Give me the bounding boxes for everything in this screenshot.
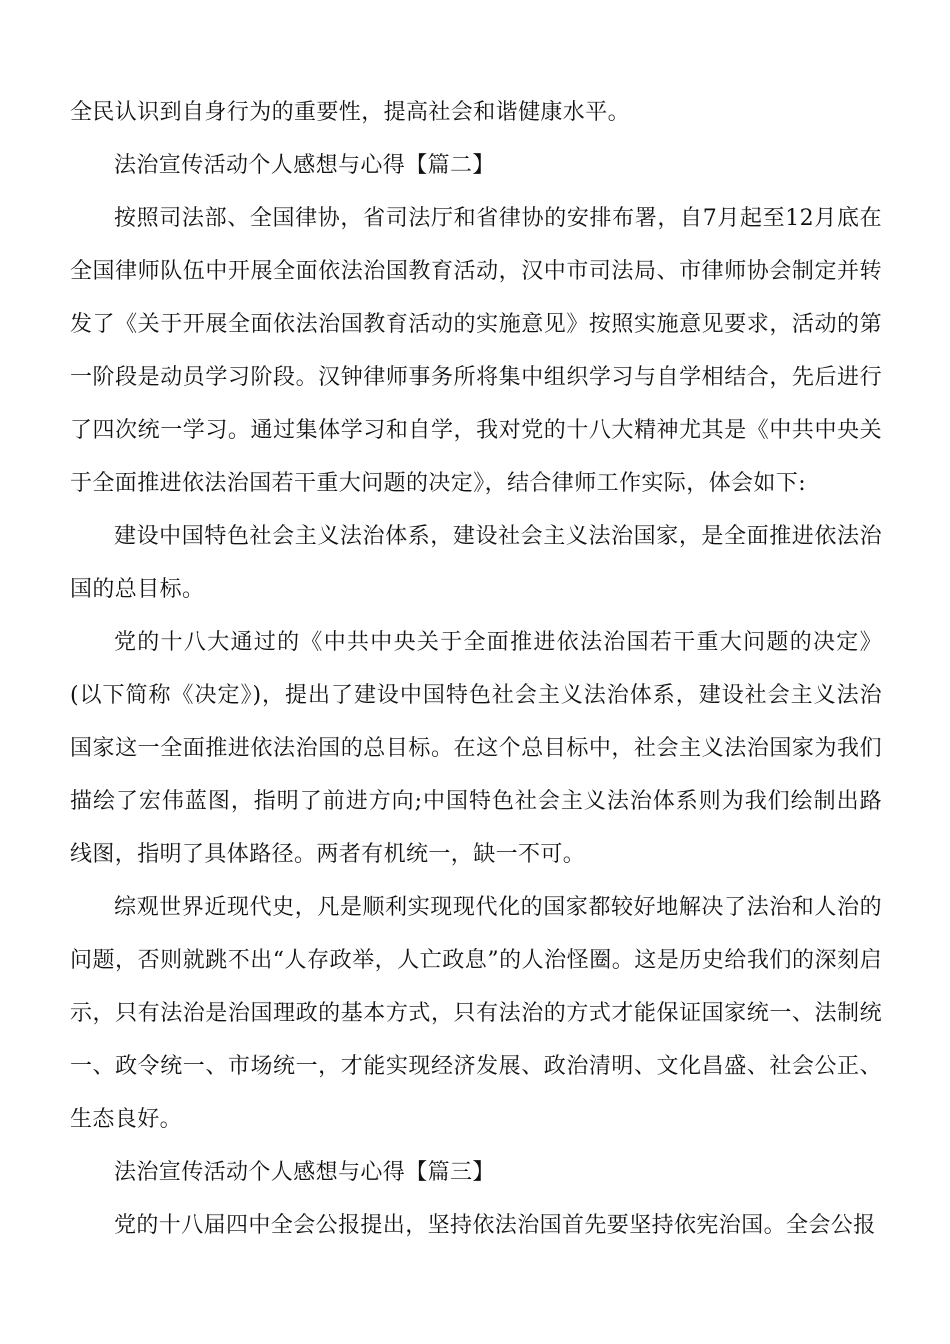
section-heading-part-three: 法治宣传活动个人感想与心得【篇三】 — [114, 1160, 495, 1185]
paragraph-continuation: 全民认识到自身行为的重要性，提高社会和谐健康水平。 — [70, 100, 631, 125]
paragraph-constitution: 党的十八届四中全会公报提出，坚持依法治国首先要坚持依宪治国。全会公报 — [114, 1213, 876, 1238]
paragraph-education-activity: 按照司法部、全国律协，省司法厅和省律协的安排布署，自7月起至12月底在全国律师队伍中开展全面依法治国教育活动，汉中市司法局、市律师协会制定并转发了《关于开展全面依法治国教育活动的实施意见》按照实施意见要求，活动的第一阶段是动员学习阶段。汉钟律师事务所将集中组织学习与自学相结合，先后进行了四次统一学习。通过集体学习和自学，我对党的十八大精神尤其是《中共中央关于全面推进依法治国若干重大问题的决定》，结合律师工作实际，体会如下: — [70, 206, 882, 496]
paragraph-decision-summary: 党的十八大通过的《中共中央关于全面推进依法治国若干重大问题的决定》(以下简称《决定》)，提出了建设中国特色社会主义法治体系，建设社会主义法治国家这一全面推进依法治国的总目标。在这个总目标中，社会主义法治国家为我们描绘了宏伟蓝图，指明了前进方向;中国特色社会主义法治体系则为我们绘制出路线图，指明了具体路径。两者有机统一，缺一不可。 — [70, 630, 882, 867]
section-heading-part-two: 法治宣传活动个人感想与心得【篇二】 — [114, 153, 495, 178]
paragraph-history-lesson: 综观世界近现代史，凡是顺利实现现代化的国家都较好地解决了法治和人治的问题，否则就跳不出“人存政举，人亡政息”的人治怪圈。这是历史给我们的深刻启示，只有法治是治国理政的基本方式，只有法治的方式才能保证国家统一、法制统一、政令统一、市场统一，才能实现经济发展、政治清明、文化昌盛、社会公正、生态良好。 — [70, 895, 882, 1132]
paragraph-overall-goal: 建设中国特色社会主义法治体系，建设社会主义法治国家，是全面推进依法治国的总目标。 — [70, 524, 882, 602]
document-body — [70, 86, 882, 1252]
